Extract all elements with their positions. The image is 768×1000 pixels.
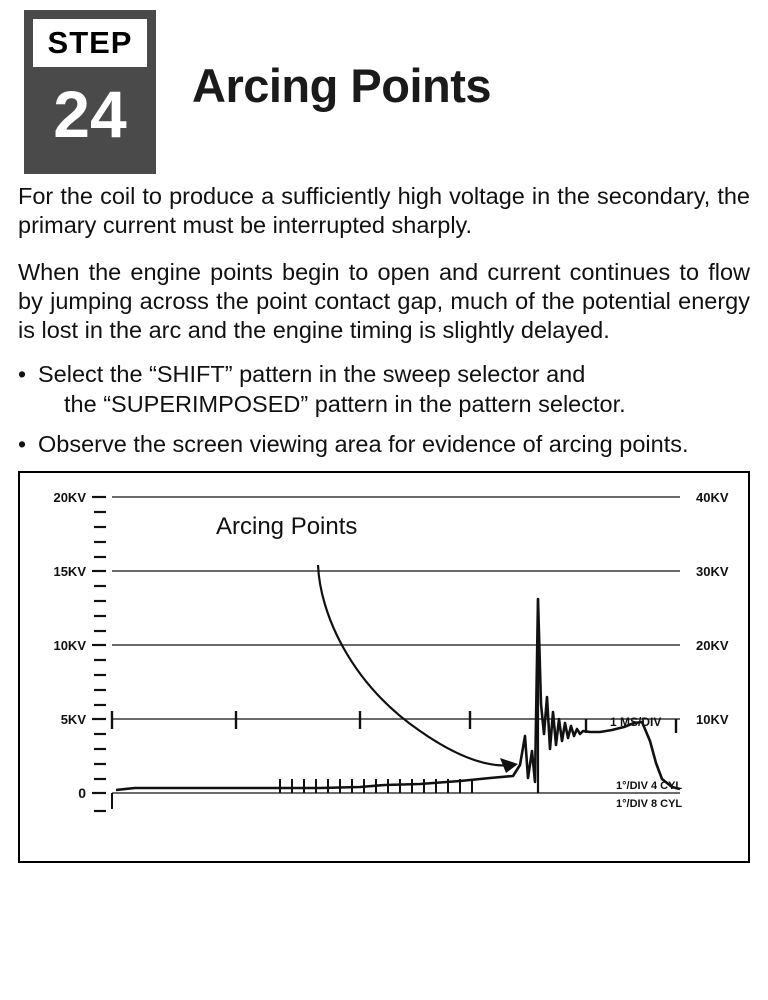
page-title: Arcing Points	[192, 59, 492, 112]
bullet-line-2: the “SUPERIMPOSED” pattern in the pattern selector.	[64, 391, 626, 417]
annotation-arrow-line	[318, 565, 514, 766]
bullet-line-1: Observe the screen viewing area for evidence of arcing	[38, 431, 613, 457]
midline-ticks	[112, 711, 676, 733]
annotation-label: Arcing Points	[216, 513, 358, 540]
oscilloscope-chart	[20, 473, 756, 861]
oscilloscope-figure	[18, 471, 750, 863]
list-item	[18, 429, 750, 459]
step-badge-word: STEP	[33, 19, 147, 67]
left-axis-label-10kv: 10KV	[53, 638, 86, 653]
bullet-line-2: points.	[619, 431, 689, 457]
left-axis-label-20kv: 20KV	[53, 490, 86, 505]
bullet-text	[38, 359, 750, 419]
inline-label-8cyl: 1°/DIV 8 CYL	[616, 798, 683, 810]
chart-gridlines	[112, 497, 683, 793]
list-item	[18, 359, 750, 419]
bullet-text	[38, 429, 750, 459]
body-text	[14, 182, 754, 459]
right-axis-label-20kv: 20KV	[696, 638, 729, 653]
inline-label-4cyl: 1°/DIV 4 CYL	[616, 780, 683, 792]
paragraph-1: For the coil to produce a sufficiently high voltage in the secondary, the primary current must be interrupted sharply.	[18, 183, 750, 238]
bullet-line-1: Select the “SHIFT” pattern in the sweep selector and	[38, 361, 586, 387]
left-axis-label-0: 0	[78, 785, 86, 801]
paragraph-2: When the engine points begin to open and current continues to flow by jumping across the point contact gap, much of the potential energy is lost in the arc and the engine timing is slightly delayed.	[18, 259, 750, 343]
right-axis-label-10kv: 10KV	[696, 712, 729, 727]
left-axis-ticks	[92, 497, 106, 811]
right-axis-label-40kv: 40KV	[696, 490, 729, 505]
step-badge-number: 24	[53, 77, 127, 151]
bullet-marker: •	[18, 361, 27, 387]
bullet-marker: •	[18, 431, 27, 457]
step-badge	[24, 10, 156, 174]
inline-label-ms-div: 1 MS/DIV	[610, 715, 662, 729]
page-header	[14, 0, 754, 182]
trace-line	[116, 599, 683, 792]
left-axis-label-15kv: 15KV	[53, 564, 86, 579]
left-axis-label-5kv: 5KV	[60, 712, 86, 727]
right-axis-label-30kv: 30KV	[696, 564, 729, 579]
